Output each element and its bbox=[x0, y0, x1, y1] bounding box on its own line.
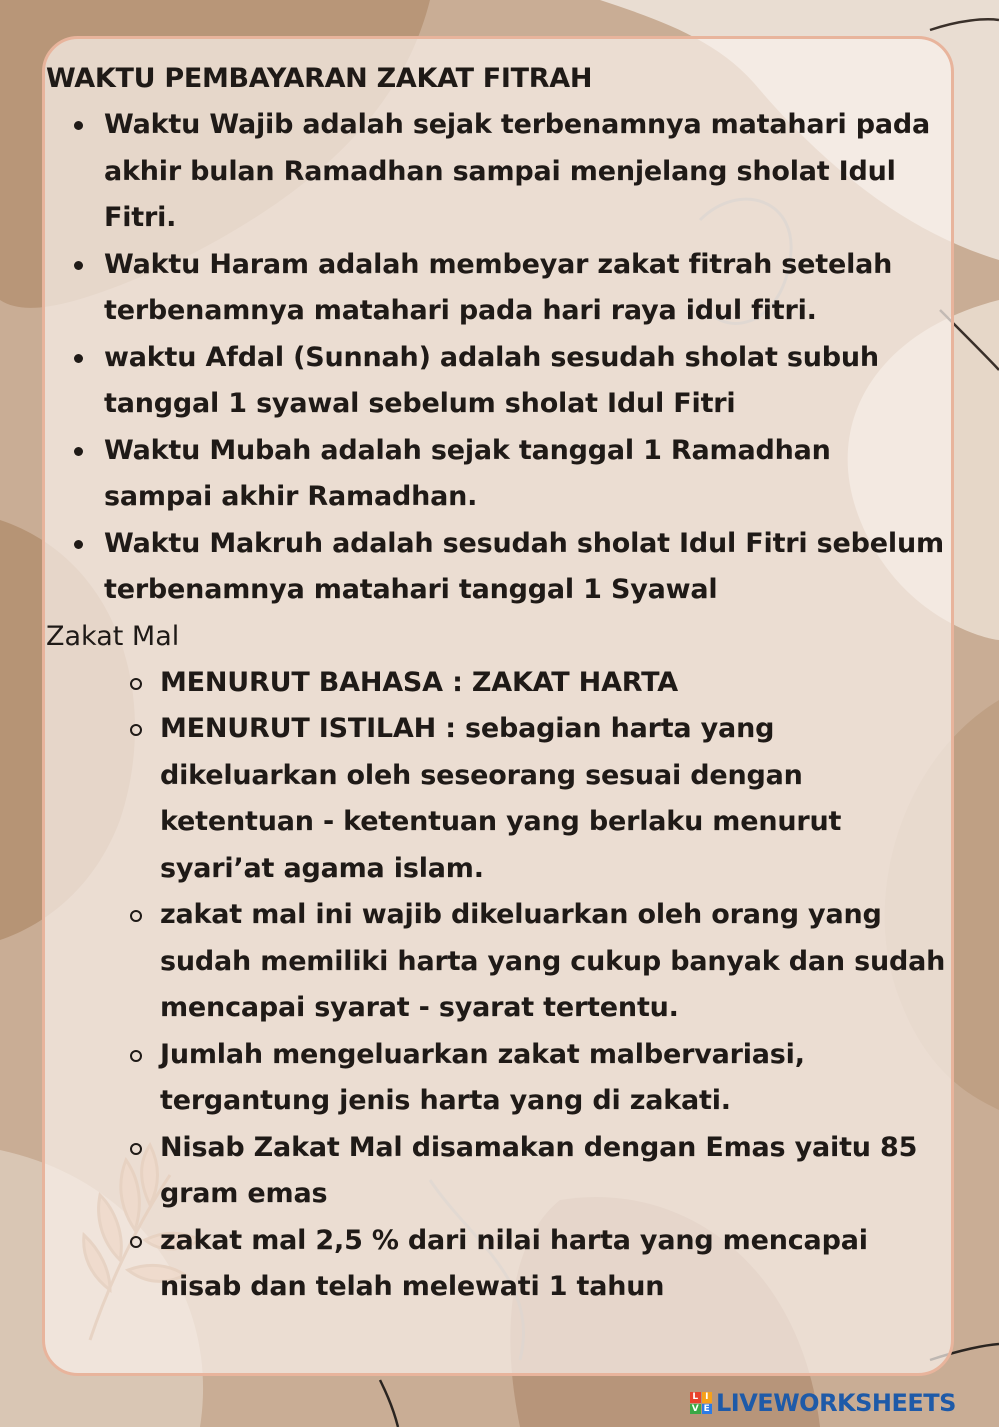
bullet-icon bbox=[74, 121, 83, 130]
brand-name: LIVEWORKSHEETS bbox=[716, 1389, 956, 1417]
list-item: Waktu Wajib adalah sejak terbenamnya matahari pada akhir bulan Ramadhan sampai menjelang sholat Idul Fitri. bbox=[46, 102, 946, 242]
circle-bullet-icon bbox=[130, 678, 142, 690]
logo-letter: E bbox=[702, 1404, 713, 1415]
list-item: Jumlah mengeluarkan zakat malbervariasi, tergantung jenis harta yang di zakati. bbox=[46, 1032, 946, 1125]
liveworksheets-watermark[interactable] bbox=[690, 1388, 956, 1418]
list-item: zakat mal ini wajib dikeluarkan oleh orang yang sudah memiliki harta yang cukup banyak dan sudah mencapai syarat - syarat tertentu. bbox=[46, 892, 946, 1032]
bullet-icon bbox=[74, 354, 83, 363]
logo-letter: V bbox=[691, 1403, 699, 1414]
circle-bullet-icon bbox=[130, 910, 142, 922]
section-heading-zakat-mal: Zakat Mal bbox=[46, 620, 180, 652]
liveworksheets-logo-icon bbox=[690, 1392, 712, 1414]
logo-letter: L bbox=[690, 1392, 701, 1403]
zakat-mal-list bbox=[46, 660, 946, 1311]
logo-letter: I bbox=[702, 1392, 713, 1403]
list-item: Waktu Makruh adalah sesudah sholat Idul Fitri sebelum terbenamnya matahari tanggal 1 Syawal bbox=[46, 521, 946, 614]
section-heading-fitrah: WAKTU PEMBAYARAN ZAKAT FITRAH bbox=[46, 63, 593, 94]
bullet-icon bbox=[74, 447, 83, 456]
list-item: MENURUT ISTILAH : sebagian harta yang dikeluarkan oleh seseorang sesuai dengan ketentuan - ketentuan yang berlaku menurut syari’at agama islam. bbox=[46, 706, 946, 892]
circle-bullet-icon bbox=[130, 724, 142, 736]
list-item: zakat mal 2,5 % dari nilai harta yang mencapai nisab dan telah melewati 1 tahun bbox=[46, 1218, 946, 1311]
list-item: Waktu Haram adalah membeyar zakat fitrah setelah terbenamnya matahari pada hari raya idul fitri. bbox=[46, 242, 946, 335]
bullet-icon bbox=[74, 540, 83, 549]
list-item: waktu Afdal (Sunnah) adalah sesudah sholat subuh tanggal 1 syawal sebelum sholat Idul Fitri bbox=[46, 335, 946, 428]
list-item: MENURUT BAHASA : ZAKAT HARTA bbox=[46, 660, 946, 707]
circle-bullet-icon bbox=[130, 1050, 142, 1062]
fitrah-list bbox=[46, 102, 946, 614]
document-body bbox=[46, 56, 946, 1311]
circle-bullet-icon bbox=[130, 1143, 142, 1155]
bullet-icon bbox=[74, 261, 83, 270]
circle-bullet-icon bbox=[130, 1236, 142, 1248]
list-item: Nisab Zakat Mal disamakan dengan Emas yaitu 85 gram emas bbox=[46, 1125, 946, 1218]
list-item: Waktu Mubah adalah sejak tanggal 1 Ramadhan sampai akhir Ramadhan. bbox=[46, 428, 946, 521]
